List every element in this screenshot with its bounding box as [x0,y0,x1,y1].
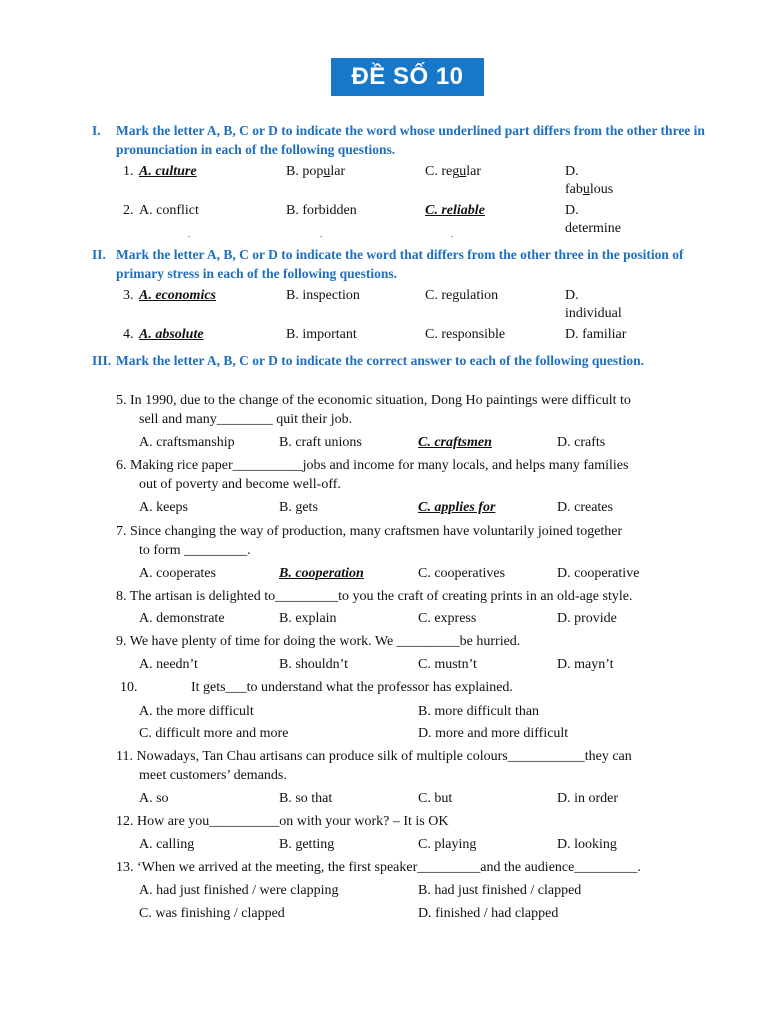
option-c: C. difficult more and more [139,726,289,741]
option-b: B. cooperation [279,566,364,581]
question-2 [0,203,768,223]
section-number: III. [92,353,112,368]
option-c: C. was finishing / clapped [139,906,285,921]
option-c: C. playing [418,837,477,852]
question-9-options [0,657,768,677]
option-b: B. popular [286,164,346,179]
option-c: C. applies for [418,500,496,515]
option-b: B. getting [279,837,335,852]
question-5-options [0,435,768,455]
question-10-options-row2 [0,726,768,746]
question-8-stem: 8. The artisan is delighted to_________to you the craft of creating prints in an old-age style. [116,589,633,604]
option-a: A. cooperates [139,566,216,581]
option-d: D. mayn’t [557,657,614,672]
question-11-options [0,791,768,811]
question-1 [0,164,768,184]
option-d-letter: D. [565,164,579,179]
option-b: B. more difficult than [418,704,540,719]
option-b: B. shouldn’t [279,657,348,672]
question-7-stem: 7. Since changing the way of production, many craftsmen have voluntarily joined together [116,524,623,539]
question-5-stem-cont: sell and many________ quit their job. [139,412,353,427]
option-d: D. provide [557,611,617,626]
question-12-options [0,837,768,857]
question-number: 1. [123,164,134,179]
option-d: D. creates [557,500,613,515]
question-3 [0,288,768,308]
option-a: A. conflict [139,203,199,218]
option-b: B. inspection [286,288,360,303]
option-b: B. had just finished / clapped [418,883,582,898]
option-d: D. cooperative [557,566,640,581]
option-b: B. so that [279,791,333,806]
section-number: I. [92,123,101,138]
option-a: A. the more difficult [139,704,254,719]
option-d: D. familiar [565,327,627,342]
section-number: II. [92,247,106,262]
option-c: C. cooperatives [418,566,506,581]
question-11-stem: 11. Nowadays, Tan Chau artisans can produce silk of multiple colours___________they can [116,749,632,764]
option-c: C. but [418,791,453,806]
question-11-stem-cont: meet customers’ demands. [139,768,287,783]
section-1-heading [92,121,712,161]
option-d-word: determine [565,221,621,236]
question-9-stem: 9. We have plenty of time for doing the work. We _________be hurried. [116,634,521,649]
option-d-word: individual [565,306,622,321]
section-instruction: Mark the letter A, B, C or D to indicate the correct answer to each of the following question. [116,353,645,368]
option-b: B. gets [279,500,318,515]
question-6-stem: 6. Making rice paper__________jobs and income for many locals, and helps many families [116,458,629,473]
question-13-stem: 13. ‘When we arrived at the meeting, the first speaker_________and the audience_________. [116,860,641,875]
stray-mark: . [451,229,454,239]
option-a: A. craftsmanship [139,435,235,450]
option-d-word: fabulous [565,182,614,197]
option-a: A. calling [139,837,195,852]
option-b: B. craft unions [279,435,362,450]
option-d: D. looking [557,837,617,852]
question-8-options [0,611,768,631]
option-d: D. crafts [557,435,606,450]
option-d: D. finished / had clapped [418,906,559,921]
question-7-stem-cont: to form _________. [139,543,251,558]
section-instruction: Mark the letter A, B, C or D to indicate the word that differs from the other three in the position of primary stress in each of the following questions. [116,247,684,281]
option-d: D. more and more difficult [418,726,569,741]
question-number: 2. [123,203,134,218]
question-7-options [0,566,768,586]
question-10-number: 10. [120,680,138,695]
option-b: B. forbidden [286,203,357,218]
option-a: A. needn’t [139,657,198,672]
page-title: ĐỀ SỐ 10 [331,58,484,96]
option-a: A. so [139,791,169,806]
question-number: 4. [123,327,134,342]
question-10-options-row1 [0,704,768,724]
question-5-stem: 5. In 1990, due to the change of the economic situation, Dong Ho paintings were difficult to [116,393,631,408]
option-d-letter: D. [565,288,579,303]
stray-mark: . [320,229,323,239]
stray-mark: . [188,229,191,239]
question-6-options [0,500,768,520]
option-a: A. had just finished / were clapping [139,883,339,898]
option-a: A. demonstrate [139,611,225,626]
option-c: C. regulation [425,288,499,303]
option-a: A. economics [139,288,216,303]
option-a: A. culture [139,164,197,179]
option-a: A. keeps [139,500,188,515]
option-c: C. express [418,611,477,626]
question-6-stem-cont: out of poverty and become well-off. [139,477,341,492]
option-d-letter: D. [565,203,579,218]
option-a: A. absolute [139,327,204,342]
question-4 [0,327,768,347]
option-b: B. important [286,327,357,342]
option-c: C. craftsmen [418,435,492,450]
question-number: 3. [123,288,134,303]
option-c: C. reliable [425,203,485,218]
question-13-options-row1 [0,883,768,903]
option-c: C. regular [425,164,481,179]
section-instruction: Mark the letter A, B, C or D to indicate the word whose underlined part differs from the other three in pronunciation in each of the following questions. [116,123,705,157]
question-12-stem: 12. How are you__________on with your work? – It is OK [116,814,449,829]
option-b: B. explain [279,611,337,626]
question-10-stem: It gets___to understand what the professor has explained. [191,680,513,695]
option-d: D. in order [557,791,619,806]
question-13-options-row2 [0,906,768,926]
section-2-heading [92,245,712,285]
option-c: C. mustn’t [418,657,477,672]
option-c: C. responsible [425,327,506,342]
section-3-heading [92,351,712,391]
